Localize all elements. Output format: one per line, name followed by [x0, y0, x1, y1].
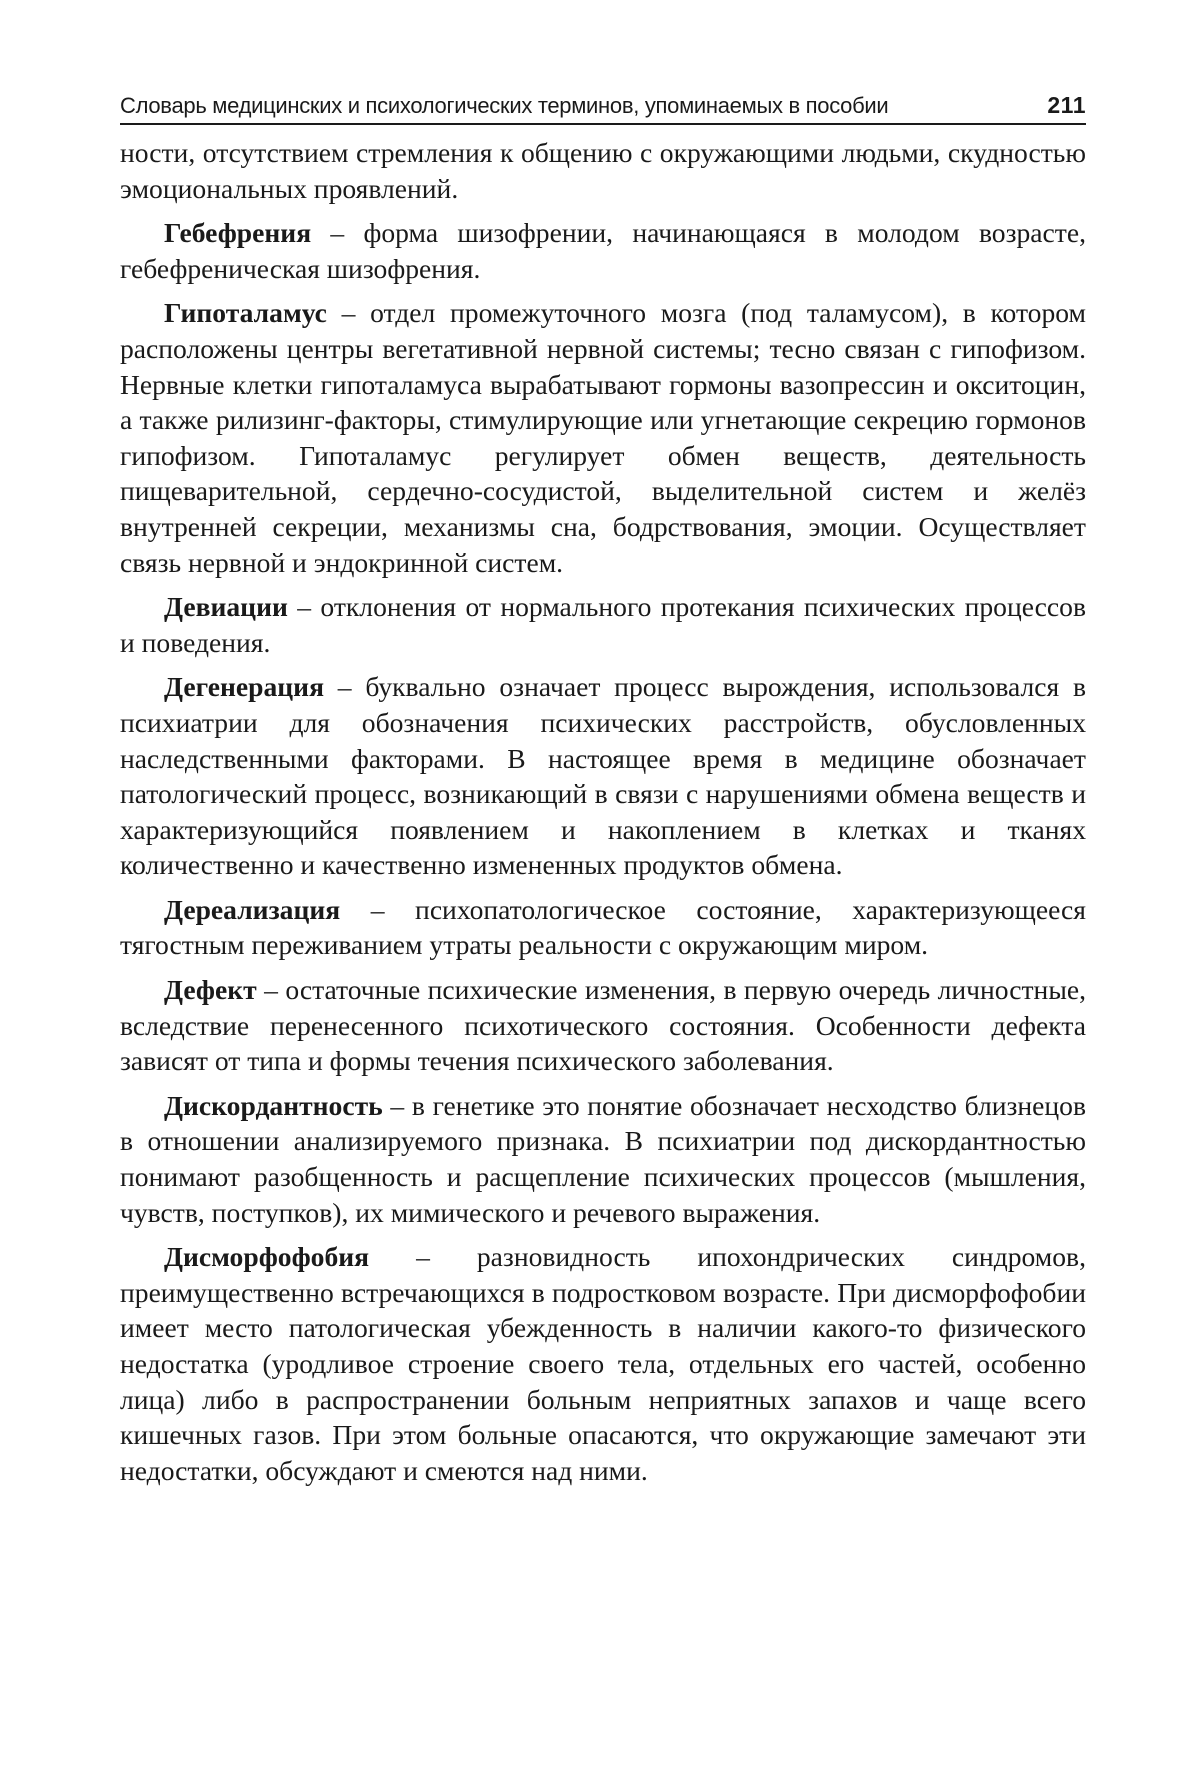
glossary-entry-gipotalamus [120, 295, 1086, 580]
entry-term: Дереализация [164, 893, 341, 925]
entry-definition: – отдел промежуточного мозга (под таламусом), в котором расположены центры вегетативной нервной системы; тесно связан с гипофизом. Нервные клетки гипоталамуса вырабатывают гормоны вазопрессин и окситоцин, а также рилизинг-факторы, стимулирующие или угнетающие секрецию гормонов гипофизом. Гипоталамус регулирует обмен веществ, деятельность пищеварительной, сердечно-сосудистой, выделительной систем и желёз внутренней секреции, механизмы сна, бодрствования, эмоции. Осуществляет связь нервной и эндокринной систем. [120, 297, 1086, 578]
running-title: Словарь медицинских и психологических терминов, упоминаемых в пособии [120, 93, 889, 118]
entry-definition: – остаточные психические изменения, в первую очередь личностные, вследствие перенесенного психотического состояния. Особенности дефекта зависят от типа и формы течения психического заболевания. [120, 974, 1086, 1077]
entry-definition: – в генетике это понятие обозначает несходство близнецов в отношении анализируемого признака. В психиатрии под дискордантностью понимают разобщенность и расщепление психических процессов (мышления, чувств, поступков), их мимического и речевого выражения. [120, 1089, 1086, 1228]
entry-definition: – разновидность ипохондрических синдромов, преимущественно встречающихся в подростковом возрасте. При дисморфофобии имеет место патологическая убежденность в наличии какого-то физического недостатка (уродливое строение своего тела, отдельных его частей, особенно лица) либо в распространении больным неприятных запахов и чаще всего кишечных газов. При этом больные опасаются, что окружающие замечают эти недостатки, обсуждают и смеются над ними. [120, 1241, 1086, 1486]
glossary-entry-derealizatsiya [120, 892, 1086, 963]
entry-definition: – отклонения от нормального протекания психических процессов и поведения. [120, 591, 1086, 658]
glossary-entry-degeneratsiya [120, 669, 1086, 883]
glossary-body [120, 135, 1086, 1488]
entry-definition: – психопатологическое состояние, характеризующееся тягостным переживанием утраты реальности с окружающим миром. [120, 893, 1086, 961]
entry-term: Дегенерация [164, 671, 324, 703]
entry-term: Дискордантность [164, 1089, 383, 1121]
glossary-entry-diskordantnost [120, 1088, 1086, 1230]
glossary-entry-gebefreniya [120, 215, 1086, 286]
glossary-entry-dismorfofobiya [120, 1239, 1086, 1488]
running-header [120, 92, 1086, 125]
entry-definition: – буквально означает процесс вырождения, использовался в психиатрии для обозначения психических расстройств, обусловленных наследственными факторами. В настоящее время в медицине обозначает патологический процесс, возникающий в связи с нарушениями обмена веществ и характеризующийся появлением и накоплением в клетках и тканях количественно и качественно измененных продуктов обмена. [120, 671, 1086, 881]
glossary-entry-deviatsii [120, 589, 1086, 660]
entry-term: Гебефрения [164, 217, 312, 249]
continued-paragraph: ности, отсутствием стремления к общению с окружающими людьми, скудностью эмоциональных проявлений. [120, 137, 1086, 204]
entry-term: Девиации [164, 591, 288, 623]
page-number: 211 [1047, 92, 1086, 118]
book-page [120, 92, 1086, 1497]
entry-term: Дисморфофобия [164, 1241, 370, 1273]
entry-term: Гипоталамус [164, 297, 327, 329]
entry-definition: – форма шизофрении, начинающаяся в молодом возрасте, гебефреническая шизофрения. [120, 217, 1086, 284]
entry-term: Дефект [164, 974, 257, 1006]
glossary-entry-defekt [120, 972, 1086, 1079]
